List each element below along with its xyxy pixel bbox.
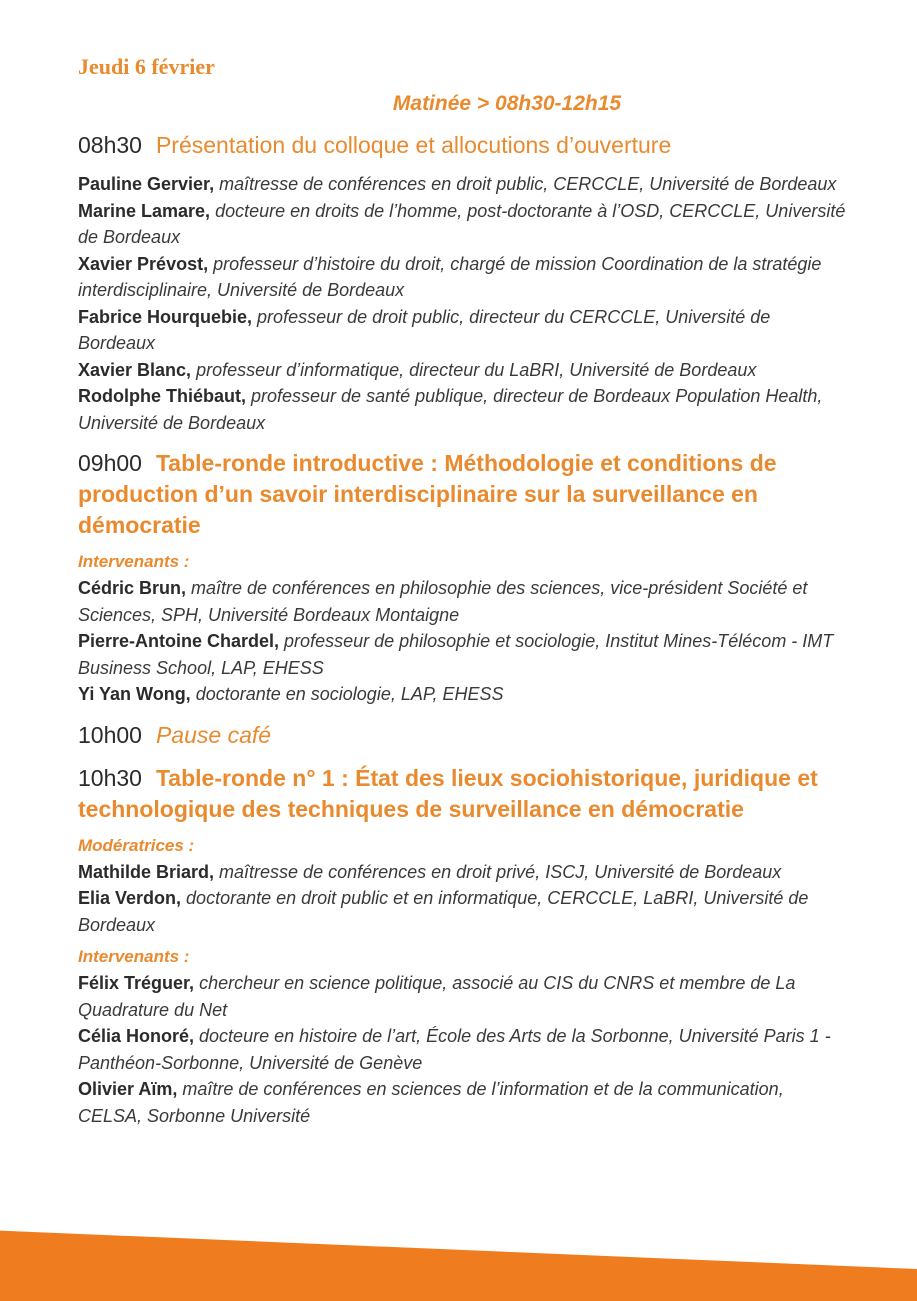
speaker-affiliation: professeur de droit public, directeur du CERCCLE, Université de Bordeaux <box>78 306 771 353</box>
speaker-name: Yi Yan Wong, <box>78 684 191 704</box>
speaker-name: Mathilde Briard, <box>78 861 215 882</box>
schedule-slot <box>78 763 846 1130</box>
program-page <box>78 52 846 1129</box>
slot-time: 10h30 <box>78 764 142 791</box>
speaker-name: Cédric Brun, <box>78 578 187 598</box>
speaker-name: Xavier Blanc, <box>78 359 192 380</box>
speaker-name: Xavier Prévost, <box>78 253 209 274</box>
speaker-name: Marine Lamare, <box>78 200 211 221</box>
slot-title: Présentation du colloque et allocutions d’ouverture <box>155 132 672 158</box>
speaker-entry <box>78 357 846 384</box>
speaker-affiliation: doctorante en sociologie, LAP, EHESS <box>190 684 504 704</box>
speaker-entry <box>78 198 846 251</box>
speaker-entry <box>78 383 846 436</box>
schedule <box>78 130 846 1129</box>
slot-time: 10h00 <box>78 721 142 748</box>
speaker-name: Pierre-Antoine Chardel, <box>78 631 280 651</box>
speaker-affiliation: docteure en histoire de l’art, École des Arts de la Sorbonne, Université Paris 1 - Panthéon-Sorbonne, Université de Genève <box>78 1026 831 1073</box>
speaker-entry <box>78 1076 846 1129</box>
role-heading: Intervenants : <box>78 947 190 966</box>
slot-title: Pause café <box>155 721 272 748</box>
speaker-entry <box>78 251 846 304</box>
slot-heading <box>78 448 846 541</box>
footer-band <box>0 1221 917 1301</box>
speaker-affiliation: docteure en droits de l’homme, post-doctorante à l’OSD, CERCCLE, Université de Bordeaux <box>78 200 846 247</box>
speaker-name: Olivier Aïm, <box>78 1079 178 1099</box>
slot-title: Table-ronde n° 1 : État des lieux sociohistorique, juridique et technologique des techniques de surveillance en démocratie <box>78 764 818 822</box>
schedule-slot <box>78 130 846 436</box>
slot-title: Table-ronde introductive : Méthodologie et conditions de production d’un savoir interdisciplinaire sur la surveillance en démocratie <box>78 450 777 538</box>
speaker-affiliation: chercheur en science politique, associé au CIS du CNRS et membre de La Quadrature du Net <box>78 973 796 1020</box>
speaker-affiliation: maître de conférences en philosophie des sciences, vice-président Société et Sciences, SPH, Université Bordeaux Montaigne <box>78 578 808 625</box>
slot-heading <box>78 130 846 161</box>
speaker-affiliation: professeur d’histoire du droit, chargé de mission Coordination de la stratégie interdisciplinaire, Université de Bordeaux <box>78 253 822 300</box>
speaker-entry <box>78 859 846 886</box>
slot-time: 08h30 <box>78 132 142 158</box>
speaker-affiliation: maître de conférences en sciences de l’information et de la communication, CELSA, Sorbonne Université <box>78 1079 784 1126</box>
schedule-slot <box>78 720 846 751</box>
role-heading: Modératrices : <box>78 835 195 855</box>
speaker-affiliation: professeur de santé publique, directeur de Bordeaux Population Health, Université de Bordeaux <box>78 386 823 433</box>
speaker-name: Rodolphe Thiébaut, <box>78 386 246 406</box>
speaker-affiliation: maîtresse de conférences en droit privé, ISCJ, Université de Bordeaux <box>214 861 782 882</box>
speaker-entry <box>78 628 846 681</box>
slot-heading <box>78 763 846 825</box>
day-title: Jeudi 6 février <box>78 54 215 79</box>
speaker-entry <box>78 304 846 357</box>
schedule-slot <box>78 448 846 708</box>
speaker-name: Félix Tréguer, <box>78 973 195 993</box>
slot-time: 09h00 <box>78 450 142 476</box>
speaker-name: Elia Verdon, <box>78 888 182 908</box>
speaker-entry <box>78 681 846 708</box>
speaker-name: Célia Honoré, <box>78 1026 195 1046</box>
speaker-entry <box>78 970 846 1023</box>
speaker-name: Pauline Gervier, <box>78 174 215 194</box>
speaker-entry <box>78 1023 846 1076</box>
session-title: Matinée > 08h30-12h15 <box>392 92 622 115</box>
speaker-entry <box>78 171 846 198</box>
speaker-affiliation: doctorante en droit public et en informatique, CERCCLE, LaBRI, Université de Bordeaux <box>78 888 809 935</box>
speaker-affiliation: professeur d’informatique, directeur du LaBRI, Université de Bordeaux <box>191 359 757 380</box>
speaker-name: Fabrice Hourquebie, <box>78 306 253 327</box>
speaker-affiliation: professeur de philosophie et sociologie, Institut Mines-Télécom - IMT Business School, LAP, EHESS <box>78 631 834 678</box>
speaker-affiliation: maîtresse de conférences en droit public, CERCCLE, Université de Bordeaux <box>214 174 837 194</box>
speaker-entry <box>78 885 846 938</box>
speaker-entry <box>78 575 846 628</box>
slot-heading <box>78 720 846 751</box>
role-heading: Intervenants : <box>78 552 190 571</box>
